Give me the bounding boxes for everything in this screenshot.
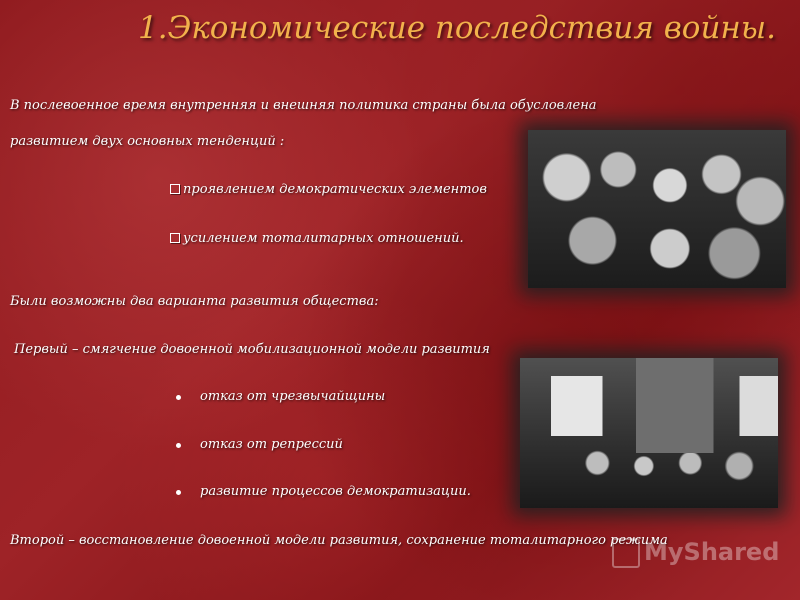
first-point: развитие процессов демократизации. (200, 484, 471, 499)
watermark (612, 538, 779, 568)
checkbox-bullet-icon (170, 184, 180, 194)
intro-line-2: развитием двух основных тенденций : (10, 134, 285, 149)
variants-heading: Были возможны два варианта развития общества: (10, 294, 379, 309)
crowd-photo (528, 130, 786, 288)
first-variant: Первый – смягчение довоенной мобилизационной модели развития (14, 342, 490, 357)
tendency-label: проявлением демократических элементов (183, 182, 487, 197)
intro-line-1: В послевоенное время внутренняя и внешняя политика страны была обусловлена (10, 98, 597, 113)
first-point: отказ от чрезвычайщины (200, 389, 386, 404)
watermark-text: MyShared (644, 538, 780, 566)
bullet-dot-icon (176, 395, 181, 400)
slide-title: 1.Экономические последствия войны. (138, 10, 776, 46)
second-variant: Второй – восстановление довоенной модели развития, сохранение тоталитарного режима (10, 533, 668, 548)
first-point: отказ от репрессий (200, 437, 343, 452)
checkbox-bullet-icon (170, 233, 180, 243)
tendency-item (170, 182, 487, 197)
myshared-logo-icon (612, 538, 640, 568)
tendency-item (170, 231, 464, 246)
bullet-dot-icon (176, 443, 181, 448)
bullet-dot-icon (176, 490, 181, 495)
meeting-photo (520, 358, 778, 508)
tendency-label: усилением тоталитарных отношений. (183, 231, 464, 246)
